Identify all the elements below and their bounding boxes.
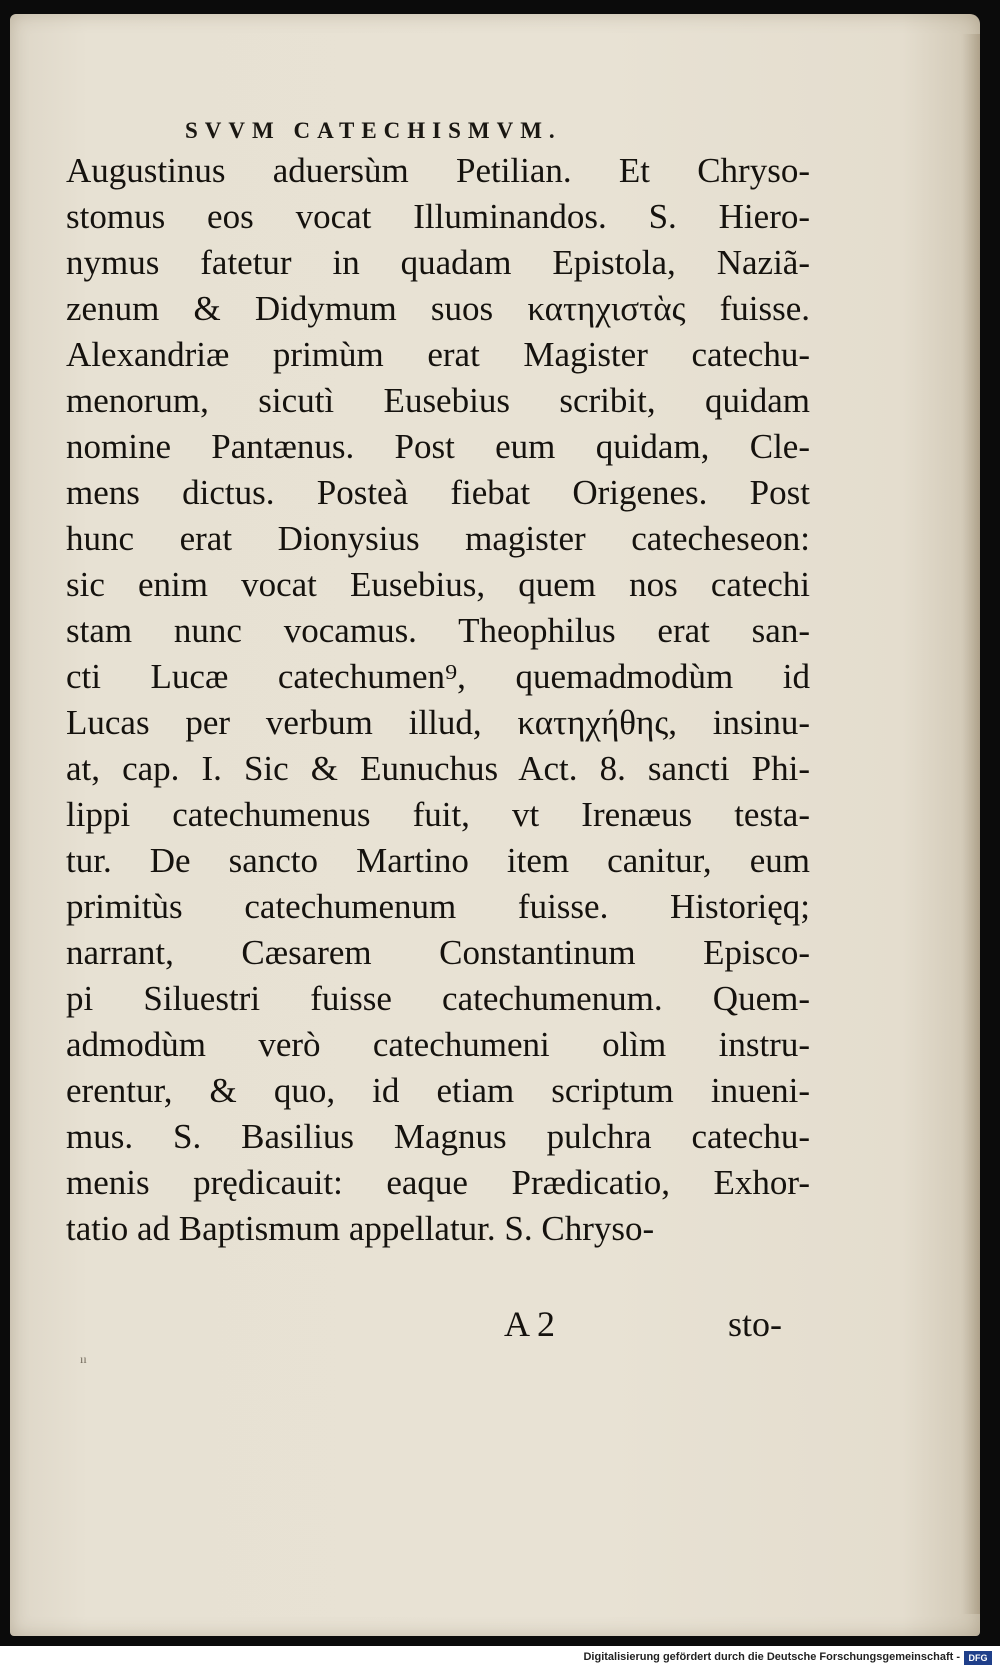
text-line: menis prędicauit: eaque Prædicatio, Exhor- bbox=[66, 1163, 810, 1202]
text-line: Lucas per verbum illud, κατηχήθης, insinu- bbox=[66, 703, 810, 742]
signature-mark: A 2 bbox=[504, 1304, 556, 1344]
text-line: cti Lucæ catechumen⁹, quemadmodùm id bbox=[66, 657, 810, 696]
text-line: admodùm verò catechumeni olìm instru- bbox=[66, 1025, 810, 1064]
text-line: narrant, Cæsarem Constantinum Episco- bbox=[66, 933, 810, 972]
text-line: menorum, sicutì Eusebius scribit, quidam bbox=[66, 381, 810, 420]
text-line: sic enim vocat Eusebius, quem nos catechi bbox=[66, 565, 810, 604]
running-head: SVVM CATECHISMVM. bbox=[185, 118, 562, 143]
text-line: nymus fatetur in quadam Epistola, Naziã- bbox=[66, 243, 810, 282]
text-line: tatio ad Baptismum appellatur. S. Chryso- bbox=[66, 1209, 655, 1248]
text-line: stam nunc vocamus. Theophilus erat san- bbox=[66, 611, 810, 650]
text-line: at, cap. I. Sic & Eunuchus Act. 8. sancti Phi- bbox=[66, 749, 810, 788]
margin-mark: ıı bbox=[80, 1352, 87, 1366]
catchword: sto- bbox=[728, 1304, 782, 1344]
dfg-logo[interactable]: DFG bbox=[964, 1651, 992, 1665]
body-text bbox=[66, 148, 810, 1252]
digitization-footer bbox=[0, 1646, 1000, 1671]
footer-credit: Digitalisierung gefördert durch die Deutsche Forschungsgemeinschaft - bbox=[583, 1651, 960, 1663]
text-line: erentur, & quo, id etiam scriptum inueni- bbox=[66, 1071, 810, 1110]
text-line: stomus eos vocat Illuminandos. S. Hiero- bbox=[66, 197, 810, 236]
text-line: mus. S. Basilius Magnus pulchra catechu- bbox=[66, 1117, 810, 1156]
text-line: pi Siluestri fuisse catechumenum. Quem- bbox=[66, 979, 810, 1018]
text-line: lippi catechumenus fuit, vt Irenæus testa- bbox=[66, 795, 810, 834]
text-line: Alexandriæ primùm erat Magister catechu- bbox=[66, 335, 810, 374]
text-line: Augustinus aduersùm Petilian. Et Chryso- bbox=[66, 151, 810, 190]
signature-row bbox=[66, 1303, 810, 1349]
text-line: zenum & Didymum suos κατηχιστὰς fuisse. bbox=[66, 289, 810, 328]
text-line: mens dictus. Posteà fiebat Origenes. Post bbox=[66, 473, 810, 512]
text-line: nomine Pantænus. Post eum quidam, Cle- bbox=[66, 427, 810, 466]
text-line: hunc erat Dionysius magister catecheseon: bbox=[66, 519, 810, 558]
page-edge-shadow bbox=[962, 34, 980, 1614]
text-line: primitùs catechumenum fuisse. Historięq; bbox=[66, 887, 810, 926]
text-line: tur. De sancto Martino item canitur, eum bbox=[66, 841, 810, 880]
